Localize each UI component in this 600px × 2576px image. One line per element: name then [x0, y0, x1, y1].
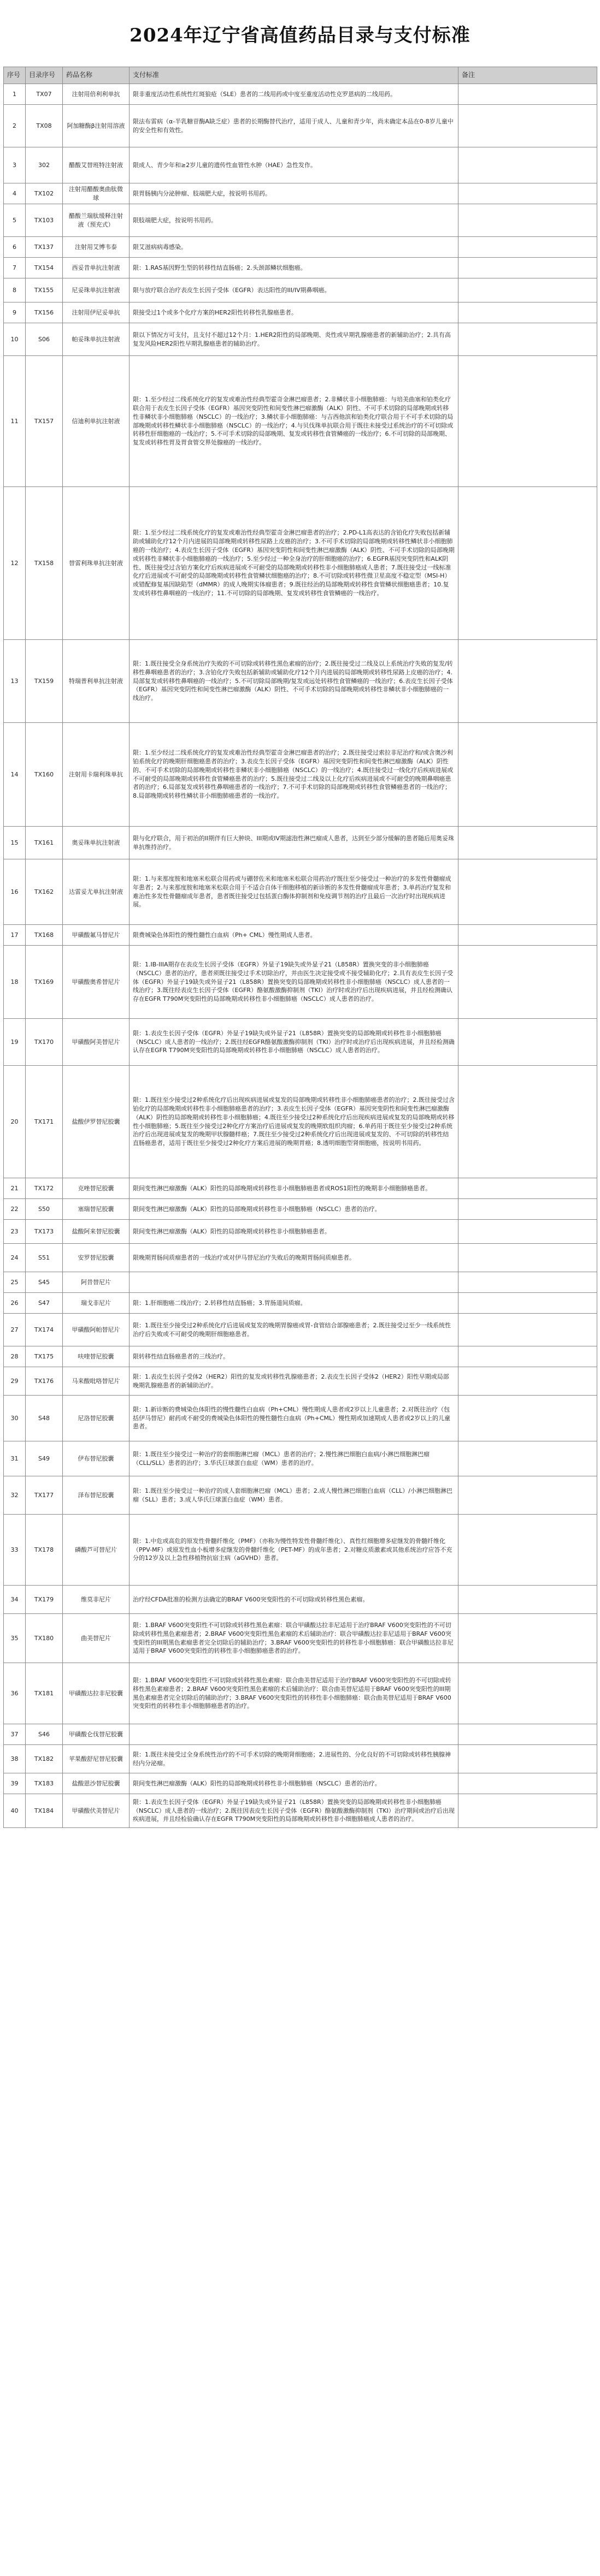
cell-drug-name: 尼洛替尼胶囊: [63, 1396, 130, 1441]
cell-drug-name: 安罗替尼胶囊: [63, 1244, 130, 1272]
cell-no: 7: [4, 258, 26, 278]
cell-payment-standard: 限：1.至少经过二线系统化疗的复发或难治性经典型霍奇金淋巴瘤患者；2.非鳞状非小细胞肺癌：与培美曲塞和铂类化疗联合用于表皮生长因子受体（EGFR）基因突变阴性和间变性淋巴瘤激酶（ALK）阴性、不可手术切除的局部晚期或转移性非鳞状非小细胞肺癌（NSCLC）的一线治疗；3.鳞状非小细胞肺癌：与吉西他滨和铂类化疗联合用于不可手术切除的局部晚期或转移性鳞状非小细胞肺癌（NSCLC）的一线治疗；4.与贝伐珠单抗联合用于既往未接受过系统治疗的不可切除或转移性肝细胞癌的一线治疗；5.不可手术切除的局部晚期、复发或转移性食管鳞癌的一线治疗；6.不可切除的局部晚期、复发或转移性胃及胃食管交界处腺癌的一线治疗。: [130, 356, 458, 487]
cell-payment-standard: 限接受过1个或多个化疗方案的HER2阳性转移性乳腺癌患者。: [130, 302, 458, 323]
cell-remarks: [458, 84, 597, 105]
cell-remarks: [458, 258, 597, 278]
cell-drug-name: 瑞戈非尼片: [63, 1293, 130, 1314]
cell-remarks: [458, 1314, 597, 1346]
cell-code: TX176: [26, 1367, 63, 1396]
cell-code: TX103: [26, 204, 63, 237]
cell-remarks: [458, 1293, 597, 1314]
table-row: [4, 147, 597, 183]
cell-no: 22: [4, 1199, 26, 1220]
table-row: [4, 278, 597, 302]
table-row: [4, 1066, 597, 1178]
cell-code: TX08: [26, 105, 63, 147]
cell-remarks: [458, 147, 597, 183]
cell-drug-name: 信迪利单抗注射液: [63, 356, 130, 487]
table-row: [4, 1586, 597, 1614]
cell-no: 30: [4, 1396, 26, 1441]
cell-remarks: [458, 827, 597, 859]
cell-no: 39: [4, 1773, 26, 1794]
table-row: [4, 1663, 597, 1724]
table-row: [4, 1019, 597, 1066]
table-header-row: [4, 67, 597, 84]
cell-no: 3: [4, 147, 26, 183]
cell-drug-name: 甲磺酸阿美替尼片: [63, 1019, 130, 1066]
cell-remarks: [458, 1476, 597, 1515]
table-row: [4, 183, 597, 204]
cell-drug-name: 甲磺酸仑伐替尼胶囊: [63, 1724, 130, 1745]
cell-payment-standard: 限：1.BRAF V600突变阳性不可切除或转移性黑色素瘤：联合甲磺酸达拉非尼适用于治疗BRAF V600突变阳性的不可切除或转移性黑色素瘤患者；2.BRAF V600突变阳性黑色素瘤的术后辅助治疗：联合甲磺酸达拉非尼适用于BRAF V600突变阳性的III期黑色素瘤患者完全切除后的辅助治疗；3.BRAF V600突变阳性的转移性非小细胞肺癌：联合甲磺酸达拉非尼适用于BRAF V600突变阳性的转移性非小细胞肺癌患者的治疗。: [130, 1614, 458, 1663]
cell-remarks: [458, 183, 597, 204]
cell-code: TX155: [26, 278, 63, 302]
cell-remarks: [458, 1515, 597, 1586]
cell-no: 21: [4, 1178, 26, 1199]
cell-remarks: [458, 640, 597, 723]
cell-payment-standard: 限：1.表皮生长因子受体2（HER2）阳性的复发或转移性乳腺癌患者；2.表皮生长因子受体2（HER2）阳性早期或局部晚期乳腺癌患者的新辅助治疗。: [130, 1367, 458, 1396]
cell-code: TX158: [26, 487, 63, 640]
cell-code: S47: [26, 1293, 63, 1314]
table-row: [4, 640, 597, 723]
cell-no: 32: [4, 1476, 26, 1515]
cell-drug-name: 呋喹替尼胶囊: [63, 1346, 130, 1367]
cell-code: TX157: [26, 356, 63, 487]
cell-remarks: [458, 1220, 597, 1244]
cell-drug-name: 甲磺酸氟马替尼片: [63, 925, 130, 946]
header-remarks: 备注: [458, 67, 597, 84]
cell-no: 23: [4, 1220, 26, 1244]
table-row: [4, 487, 597, 640]
cell-code: TX168: [26, 925, 63, 946]
cell-no: 27: [4, 1314, 26, 1346]
cell-remarks: [458, 1441, 597, 1476]
cell-remarks: [458, 356, 597, 487]
cell-payment-standard: 限：1.至少经过二线系统化疗的复发或难治性经典型霍奇金淋巴瘤患者的治疗；2.PD-L1高表达的含铂化疗失败包括新辅助或辅助化疗12个月内进展的局部晚期或转移性尿路上皮癌的治疗；3.不可手术切除的局部晚期或转移性鳞状非小细胞肺癌的一线治疗；4.表皮生长因子受体（EGFR）基因突变阴性和间变性淋巴瘤激酶（ALK）阴性、不可手术切除的局部晚期或转移性非鳞状非小细胞肺癌的一线治疗；5.至少经过一种全身治疗的肝细胞癌的治疗；6.EGFR基因突变阴性和ALK阴性、既往接受过含铂方案化疗后疾病进展或不可耐受的局部晚期或转移性非小细胞肺癌成人患者；7.既往接受过一线标准化疗后进展或不可耐受的局部晚期或转移性食管鳞状细胞癌的治疗；8.不可切除或转移性微卫星高度不稳定型（MSI-H）或错配修复基因缺陷型（dMMR）的成人晚期实体瘤患者；9.既往经治的局部晚期或转移性食管鳞状细胞癌患者；10.复发或转移性鼻咽癌的一线治疗；11.不可切除的局部晚期、复发或转移性食管鳞癌的一线治疗。: [130, 487, 458, 640]
cell-no: 5: [4, 204, 26, 237]
table-row: [4, 827, 597, 859]
cell-payment-standard: 限转移性结直肠癌患者的三线治疗。: [130, 1346, 458, 1367]
cell-no: 37: [4, 1724, 26, 1745]
cell-no: 24: [4, 1244, 26, 1272]
cell-payment-standard: 限非重度活动性系统性红斑狼疮（SLE）患者的二线用药或中度至重度活动性克罗恩病的二线用药。: [130, 84, 458, 105]
cell-payment-standard: 限：1.与来那度胺和地塞米松联合用药或与硼替佐米和地塞米松联合用药治疗既往至少接受过一种治疗的多发性骨髓瘤成年患者；2.与来那度胺和地塞米松联合用于不适合自体干细胞移植的新诊断的多发性骨髓瘤成年患者；3.单药治疗复发和难治性多发性骨髓瘤成年患者，患者既往接受过包括蛋白酶体抑制剂和免疫调节剂的治疗且最后一次治疗时出现疾病进展。: [130, 859, 458, 925]
cell-payment-standard: 限与放疗联合治疗表皮生长因子受体（EGFR）表达阳性的III/IV期鼻咽癌。: [130, 278, 458, 302]
cell-no: 38: [4, 1745, 26, 1773]
cell-drug-name: 特瑞普利单抗注射液: [63, 640, 130, 723]
cell-no: 20: [4, 1066, 26, 1178]
cell-remarks: [458, 946, 597, 1019]
cell-no: 9: [4, 302, 26, 323]
cell-remarks: [458, 1199, 597, 1220]
cell-drug-name: 泽布替尼胶囊: [63, 1476, 130, 1515]
cell-code: TX169: [26, 946, 63, 1019]
cell-no: 31: [4, 1441, 26, 1476]
cell-drug-name: 注射用艾博韦泰: [63, 237, 130, 258]
cell-payment-standard: 限间变性淋巴瘤激酶（ALK）阳性的局部晚期或转移性非小细胞肺癌（NSCLC）患者的治疗。: [130, 1773, 458, 1794]
cell-no: 33: [4, 1515, 26, 1586]
cell-code: TX181: [26, 1663, 63, 1724]
table-row: [4, 237, 597, 258]
cell-no: 17: [4, 925, 26, 946]
cell-remarks: [458, 278, 597, 302]
cell-remarks: [458, 323, 597, 356]
cell-no: 15: [4, 827, 26, 859]
cell-drug-name: 注射用倍利利单抗: [63, 84, 130, 105]
cell-drug-name: 注射用伊尼妥单抗: [63, 302, 130, 323]
table-row: [4, 1476, 597, 1515]
cell-drug-name: 注射用醋酸奥曲肽微球: [63, 183, 130, 204]
cell-drug-name: 甲磺酸达拉非尼胶囊: [63, 1663, 130, 1724]
cell-remarks: [458, 1367, 597, 1396]
table-row: [4, 859, 597, 925]
table-row: [4, 1178, 597, 1199]
table-row: [4, 302, 597, 323]
cell-no: 13: [4, 640, 26, 723]
cell-payment-standard: 限：1.既往至少接受过一种治疗的成人套细胞淋巴瘤（MCL）患者；2.成人慢性淋巴细胞白血病（CLL）/小淋巴细胞淋巴瘤（SLL）患者；3.成人华氏巨球蛋白血症（WM）患者。: [130, 1476, 458, 1515]
cell-remarks: [458, 1614, 597, 1663]
cell-code: S51: [26, 1244, 63, 1272]
table-row: [4, 925, 597, 946]
cell-code: S46: [26, 1724, 63, 1745]
cell-no: 26: [4, 1293, 26, 1314]
cell-drug-name: 盐酸阿来替尼胶囊: [63, 1220, 130, 1244]
table-row: [4, 1272, 597, 1293]
table-body: [4, 84, 597, 1828]
cell-remarks: [458, 105, 597, 147]
cell-payment-standard: 限：1.既往至少接受过2种系统化疗后进展或复发的晚期胃腺癌或胃-食管结合部腺癌患者；2.既往接受过至少一线系统性治疗后失败或不可耐受的晚期肝细胞癌患者。: [130, 1314, 458, 1346]
cell-payment-standard: 限：1.RAS基因野生型的转移性结直肠癌；2.头颈部鳞状细胞癌。: [130, 258, 458, 278]
cell-code: S48: [26, 1396, 63, 1441]
cell-payment-standard: 限：1.BRAF V600突变阳性不可切除或转移性黑色素瘤：联合曲美替尼适用于治疗BRAF V600突变阳性的不可切除或转移性黑色素瘤患者；2.BRAF V600突变阳性黑色素瘤的术后辅助治疗：联合曲美替尼适用于BRAF V600突变阳性的III期黑色素瘤患者完全切除后的辅助治疗；3.BRAF V600突变阳性的转移性非小细胞肺癌：联合曲美替尼适用于BRAF V600突变阳性的转移性非小细胞肺癌患者的治疗。: [130, 1663, 458, 1724]
cell-drug-name: 醋酸艾替班特注射液: [63, 147, 130, 183]
cell-code: TX179: [26, 1586, 63, 1614]
cell-payment-standard: 限：1.IB-IIIA期存在表皮生长因子受体（EGFR）外显子19缺失或外显子21（L858R）置换突变的非小细胞肺癌（NSCLC）患者的治疗，患者须既往接受过手术切除治疗，并由医生决定接受或不接受辅助化疗；2.具有表皮生长因子受体（EGFR）外显子19缺失或外显子21（L858R）置换突变的局部晚期或转移性非小细胞肺癌（NSCLC）成人患者的一线治疗；3.既往经表皮生长因子受体（EGFR）酪氨酸激酶抑制剂（TKI）治疗时或治疗后出现疾病进展，并且经检测确认存在EGFR T790M突变阳性的局部晚期或转移性非小细胞肺癌（NSCLC）成人患者的治疗。: [130, 946, 458, 1019]
cell-no: 10: [4, 323, 26, 356]
cell-payment-standard: 限：1.中危或高危的原发性骨髓纤维化（PMF）（亦称为慢性特发性骨髓纤维化）、真性红细胞增多症继发的骨髓纤维化（PPV-MF）或原发性血小板增多症继发的骨髓纤维化（PET-MF）的成年患者；2.对糖皮质激素或其他系统治疗应答不充分的12岁及以上急性移植物抗宿主病（aGVHD）患者。: [130, 1515, 458, 1586]
cell-code: S49: [26, 1441, 63, 1476]
cell-code: TX07: [26, 84, 63, 105]
cell-remarks: [458, 925, 597, 946]
cell-code: TX156: [26, 302, 63, 323]
cell-code: TX137: [26, 237, 63, 258]
table-row: [4, 84, 597, 105]
cell-drug-name: 注射用卡瑞利珠单抗: [63, 723, 130, 827]
cell-remarks: [458, 859, 597, 925]
drug-table: [3, 67, 597, 1828]
table-row: [4, 105, 597, 147]
cell-drug-name: 马来酸吡咯替尼片: [63, 1367, 130, 1396]
table-row: [4, 258, 597, 278]
cell-no: 6: [4, 237, 26, 258]
cell-code: TX184: [26, 1794, 63, 1828]
cell-remarks: [458, 1066, 597, 1178]
cell-code: TX183: [26, 1773, 63, 1794]
cell-drug-name: 尼妥珠单抗注射液: [63, 278, 130, 302]
header-code: 目录序号: [26, 67, 63, 84]
cell-code: TX173: [26, 1220, 63, 1244]
cell-code: TX162: [26, 859, 63, 925]
cell-drug-name: 曲美替尼片: [63, 1614, 130, 1663]
cell-remarks: [458, 237, 597, 258]
cell-drug-name: 甲磺酸伏美替尼片: [63, 1794, 130, 1828]
cell-drug-name: 奥妥珠单抗注射液: [63, 827, 130, 859]
cell-remarks: [458, 1745, 597, 1773]
document-title: 2024年辽宁省高值药品目录与支付标准: [130, 24, 470, 46]
cell-code: TX178: [26, 1515, 63, 1586]
table-row: [4, 1220, 597, 1244]
cell-drug-name: 盐酸恩沙替尼胶囊: [63, 1773, 130, 1794]
cell-no: 2: [4, 105, 26, 147]
cell-no: 18: [4, 946, 26, 1019]
cell-drug-name: 甲磺酸阿帕替尼片: [63, 1314, 130, 1346]
cell-payment-standard: 限：1.既往至少接受过一种治疗的套细胞淋巴瘤（MCL）患者的治疗；2.慢性淋巴细胞白血病/小淋巴细胞淋巴瘤（CLL/SLL）患者的治疗；3.华氏巨球蛋白血症（WM）患者的治疗。: [130, 1441, 458, 1476]
table-row: [4, 946, 597, 1019]
table-row: [4, 204, 597, 237]
cell-payment-standard: 限法布雷病（α-半乳糖苷酶A缺乏症）患者的长期酶替代治疗，适用于成人、儿童和青少年，尚未确定本品在0-8岁儿童中的安全性和有效性。: [130, 105, 458, 147]
cell-drug-name: 甲磺酸奥希替尼片: [63, 946, 130, 1019]
cell-no: 28: [4, 1346, 26, 1367]
table-row: [4, 1441, 597, 1476]
table-row: [4, 1794, 597, 1828]
header-payment-standard: 支付标准: [130, 67, 458, 84]
cell-remarks: [458, 1019, 597, 1066]
cell-remarks: [458, 1773, 597, 1794]
cell-remarks: [458, 1178, 597, 1199]
cell-drug-name: 达雷妥尤单抗注射液: [63, 859, 130, 925]
table-row: [4, 1614, 597, 1663]
cell-payment-standard: 限：1.新诊断的费城染色体阳性的慢性髓性白血病（Ph+CML）慢性期成人患者或2岁以上儿童患者；2.对既往治疗（包括伊马替尼）耐药或不耐受的费城染色体阳性的慢性髓性白血病（Ph+CML）慢性期或加速期成人患者或2岁以上的儿童患者。: [130, 1396, 458, 1441]
cell-payment-standard: 限胃肠胰内分泌肿瘤、肢端肥大症，按说明书用药。: [130, 183, 458, 204]
cell-payment-standard: 限：1.至少经过二线系统化疗的复发或难治性经典型霍奇金淋巴瘤患者的治疗；2.既往接受过索拉非尼治疗和/或含奥沙利铂系统化疗的晚期肝细胞癌患者的治疗；3.表皮生长因子受体（EGFR）基因突变阴性和间变性淋巴瘤激酶（ALK）阴性的、不可手术切除的局部晚期或转移性非鳞状非小细胞肺癌（NSCLC）的一线治疗；4.既往接受过一线化疗后疾病进展或不可耐受的局部晚期或转移性食管鳞癌患者的治疗；5.既往接受过二线及以上化疗后疾病进展或不可耐受的晚期鼻咽癌患者的治疗；6.局部复发或转移性鼻咽癌患者的一线治疗；7.不可手术切除的局部晚期或转移性食管鳞癌患者的一线治疗；8.局部晚期或转移性鳞状非小细胞肺癌患者的一线治疗。: [130, 723, 458, 827]
cell-code: TX174: [26, 1314, 63, 1346]
cell-code: TX170: [26, 1019, 63, 1066]
cell-payment-standard: 限：1.既往未接受过全身系统性治疗的不可手术切除的晚期肾细胞癌；2.进展性的、分化良好的不可切除或转移性胰腺神经内分泌瘤。: [130, 1745, 458, 1773]
cell-no: 29: [4, 1367, 26, 1396]
cell-code: TX172: [26, 1178, 63, 1199]
cell-no: 4: [4, 183, 26, 204]
cell-no: 36: [4, 1663, 26, 1724]
cell-code: 302: [26, 147, 63, 183]
cell-drug-name: 阿昔替尼片: [63, 1272, 130, 1293]
cell-code: TX161: [26, 827, 63, 859]
cell-drug-name: 伊布替尼胶囊: [63, 1441, 130, 1476]
table-row: [4, 1199, 597, 1220]
table-row: [4, 1515, 597, 1586]
cell-payment-standard: 限：1.既往至少接受过2种系统化疗后出现疾病进展或复发的局部晚期或转移性非小细胞肺癌患者的治疗；2.既往接受过含铂化疗的局部晚期或转移性非小细胞肺癌患者的治疗；3.表皮生长因子受体（EGFR）基因突变阴性和间变性淋巴瘤激酶（ALK）阴性的局部晚期或转移性非小细胞肺癌；4.既往至少接受过2种系统化疗后出现疾病进展或复发的局部晚期或转移性小细胞肺癌；5.既往至少接受过2种化疗方案治疗后进展或复发的晚期软组织肉瘤；6.单药用于既往至少接受过2种系统治疗后出现进展或复发的晚期甲状腺髓样癌；7.既往至少接受过2种系统化疗后出现进展或复发的、不可切除的转移性结直肠癌患者，适用于既往至少接受过2种化疗方案后进展的晚期胃癌；8.透明细胞型肾细胞癌，按说明书用药。: [130, 1066, 458, 1178]
cell-drug-name: 苹果酸舒尼替尼胶囊: [63, 1745, 130, 1773]
header-drug-name: 药品名称: [63, 67, 130, 84]
cell-payment-standard: 限晚期胃肠间质瘤患者的一线治疗或对伊马替尼治疗失败后的晚期胃肠间质瘤患者。: [130, 1244, 458, 1272]
cell-remarks: [458, 723, 597, 827]
table-row: [4, 723, 597, 827]
cell-drug-name: 塞瑞替尼胶囊: [63, 1199, 130, 1220]
cell-remarks: [458, 1586, 597, 1614]
cell-no: 19: [4, 1019, 26, 1066]
cell-payment-standard: 限：1.既往接受全身系统治疗失败的不可切除或转移性黑色素瘤的治疗；2.既往接受过二线及以上系统治疗失败的复发/转移性鼻咽癌患者的治疗；3.含铂化疗失败包括新辅助或辅助化疗12个月内进展的局部晚期或转移性尿路上皮癌的治疗；4.局部复发或转移性鼻咽癌的一线治疗；5.不可切除局部晚期/复发或远处转移性食管鳞癌的一线治疗；6.表皮生长因子受体（EGFR）基因突变阴性和间变性淋巴瘤激酶（ALK）阴性、不可手术切除的局部晚期或转移性非鳞状非小细胞肺癌的一线治疗。: [130, 640, 458, 723]
cell-no: 12: [4, 487, 26, 640]
cell-payment-standard: 限与化疗联合，用于初治的II期伴有巨大肿块、III期或IV期滤泡性淋巴瘤成人患者，达到至少部分缓解的患者随后用奥妥珠单抗维持治疗。: [130, 827, 458, 859]
cell-drug-name: 西妥昔单抗注射液: [63, 258, 130, 278]
cell-drug-name: 盐酸伊罗替尼胶囊: [63, 1066, 130, 1178]
cell-payment-standard: 限以下情况方可支付，且支付不超过12个月：1.HER2阳性的局部晚期、炎性或早期乳腺癌患者的新辅助治疗；2.具有高复发风险HER2阳性早期乳腺癌患者的辅助治疗。: [130, 323, 458, 356]
cell-code: TX180: [26, 1614, 63, 1663]
cell-no: 40: [4, 1794, 26, 1828]
cell-drug-name: 替雷利珠单抗注射液: [63, 487, 130, 640]
cell-code: TX159: [26, 640, 63, 723]
cell-drug-name: 帕妥珠单抗注射液: [63, 323, 130, 356]
cell-code: TX160: [26, 723, 63, 827]
table-row: [4, 1773, 597, 1794]
cell-drug-name: 磷酸芦可替尼片: [63, 1515, 130, 1586]
cell-payment-standard: 限费城染色体阳性的慢性髓性白血病（Ph+ CML）慢性期成人患者。: [130, 925, 458, 946]
table-row: [4, 1293, 597, 1314]
cell-code: S50: [26, 1199, 63, 1220]
cell-no: 14: [4, 723, 26, 827]
cell-remarks: [458, 1346, 597, 1367]
cell-drug-name: 维莫非尼片: [63, 1586, 130, 1614]
table-row: [4, 323, 597, 356]
table-row: [4, 1346, 597, 1367]
cell-remarks: [458, 487, 597, 640]
cell-remarks: [458, 204, 597, 237]
cell-code: TX154: [26, 258, 63, 278]
cell-payment-standard: 限间变性淋巴瘤激酶（ALK）阳性的局部晚期或转移性非小细胞肺癌患者。: [130, 1220, 458, 1244]
cell-no: 25: [4, 1272, 26, 1293]
cell-code: TX182: [26, 1745, 63, 1773]
cell-no: 16: [4, 859, 26, 925]
cell-code: TX175: [26, 1346, 63, 1367]
table-row: [4, 1367, 597, 1396]
cell-payment-standard: 限：1.表皮生长因子受体（EGFR）外显子19缺失或外显子21（L858R）置换突变的局部晚期或转移性非小细胞肺癌（NSCLC）成人患者的一线治疗；2.既往经EGFR酪氨酸激酶抑制剂（TKI）治疗时或治疗后出现疾病进展，并且经检测确认存在EGFR T790M突变阳性的局部晚期或转移性非小细胞肺癌（NSCLC）成人患者的治疗。: [130, 1019, 458, 1066]
cell-drug-name: 克唑替尼胶囊: [63, 1178, 130, 1199]
cell-no: 11: [4, 356, 26, 487]
cell-no: 35: [4, 1614, 26, 1663]
cell-payment-standard: 治疗经CFDA批准的检测方法确定的BRAF V600突变阳性的不可切除或转移性黑色素瘤。: [130, 1586, 458, 1614]
cell-remarks: [458, 302, 597, 323]
cell-code: S45: [26, 1272, 63, 1293]
cell-drug-name: 醋酸兰瑞肽缓释注射液（预充式）: [63, 204, 130, 237]
cell-no: 34: [4, 1586, 26, 1614]
cell-payment-standard: 限：1.表皮生长因子受体（EGFR）外显子19缺失或外显子21（L858R）置换突变的局部晚期或转移性非小细胞肺癌（NSCLC）成人患者的一线治疗；2.既往因表皮生长因子受体（EGFR）酪氨酸激酶抑制剂（TKI）治疗期间或治疗后出现疾病进展，并且经检验确认存在EGFR T790M突变阳性的局部晚期或转移性非小细胞肺癌成人患者的治疗。: [130, 1794, 458, 1828]
cell-no: 8: [4, 278, 26, 302]
cell-payment-standard: 限成人、青少年和≥2岁儿童的遗传性血管性水肿（HAE）急性发作。: [130, 147, 458, 183]
table-row: [4, 1724, 597, 1745]
cell-code: TX102: [26, 183, 63, 204]
cell-payment-standard: 限艾滋病病毒感染。: [130, 237, 458, 258]
cell-no: 1: [4, 84, 26, 105]
table-row: [4, 1314, 597, 1346]
cell-remarks: [458, 1396, 597, 1441]
cell-payment-standard: 限：1.肝细胞癌二线治疗；2.转移性结直肠癌；3.胃肠道间质瘤。: [130, 1293, 458, 1314]
cell-payment-standard: 限间变性淋巴瘤激酶（ALK）阳性的局部晚期或转移性非小细胞肺癌（NSCLC）患者的治疗。: [130, 1199, 458, 1220]
cell-remarks: [458, 1794, 597, 1828]
table-row: [4, 1244, 597, 1272]
table-row: [4, 1745, 597, 1773]
cell-drug-name: 阿加糖酶β注射用溶液: [63, 105, 130, 147]
cell-payment-standard: 限间变性淋巴瘤激酶（ALK）阳性的局部晚期或转移性非小细胞肺癌患者或ROS1阳性的晚期非小细胞肺癌患者。: [130, 1178, 458, 1199]
cell-payment-standard: 限肢端肥大症，按说明书用药。: [130, 204, 458, 237]
cell-remarks: [458, 1724, 597, 1745]
cell-remarks: [458, 1663, 597, 1724]
cell-remarks: [458, 1244, 597, 1272]
cell-payment-standard: [130, 1272, 458, 1293]
header-no: 序号: [4, 67, 26, 84]
cell-code: TX171: [26, 1066, 63, 1178]
cell-code: S06: [26, 323, 63, 356]
cell-code: TX177: [26, 1476, 63, 1515]
cell-remarks: [458, 1272, 597, 1293]
table-row: [4, 1396, 597, 1441]
table-row: [4, 356, 597, 487]
cell-payment-standard: [130, 1724, 458, 1745]
